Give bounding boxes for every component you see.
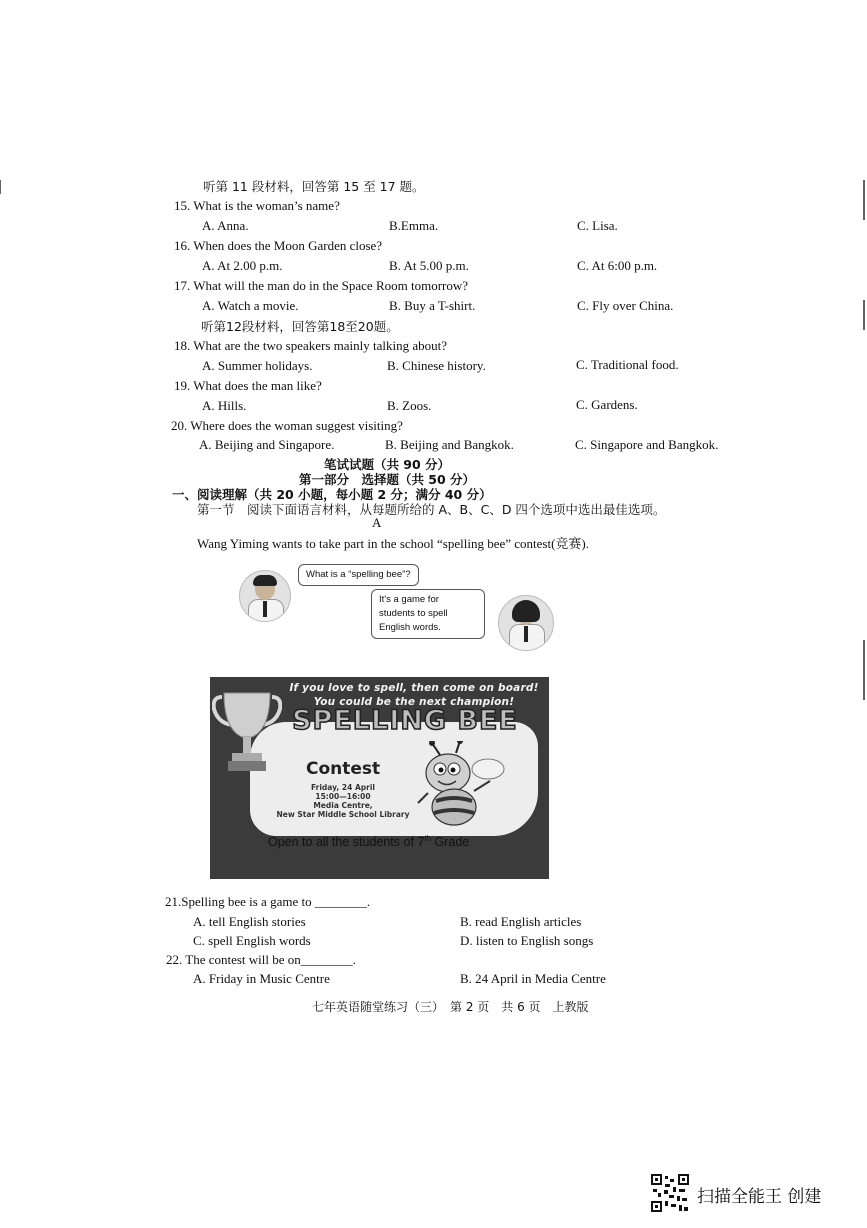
q22-stem: 22. The contest will be on________. bbox=[166, 952, 357, 967]
q19-option-c: C. Gardens. bbox=[576, 397, 638, 412]
poster-open-main: Open to all the students of 7 bbox=[268, 835, 425, 850]
q15-option-a: A. Anna. bbox=[202, 218, 249, 233]
poster-venue-1: Media Centre, bbox=[313, 801, 373, 810]
poster-time: 15:00—16:00 bbox=[315, 792, 371, 801]
q20-option-b: B. Beijing and Bangkok. bbox=[385, 437, 514, 452]
q18-option-c: C. Traditional food. bbox=[576, 357, 679, 372]
q21-option-a: A. tell English stories bbox=[193, 914, 306, 929]
q17-option-c: C. Fly over China. bbox=[577, 298, 674, 313]
listening-intro-12: 听第12段材料，回答第18至20题。 bbox=[201, 319, 399, 334]
q21-stem: 21.Spelling bee is a game to ________. bbox=[165, 894, 371, 909]
q22-option-a: A. Friday in Music Centre bbox=[193, 971, 330, 986]
q15-option-c: C. Lisa. bbox=[577, 218, 618, 233]
scan-edge-mark bbox=[863, 180, 865, 220]
passage-intro: Wang Yiming wants to take part in the school “spelling bee” contest(竞赛). bbox=[197, 536, 589, 551]
subsection1-heading: 第一节 阅读下面语言材料，从每题所给的 A、B、C、D 四个选项中选出最佳选项。 bbox=[197, 502, 666, 517]
q19-stem: 19. What does the man like? bbox=[174, 378, 322, 393]
q19-option-b: B. Zoos. bbox=[387, 398, 432, 413]
q18-option-a: A. Summer holidays. bbox=[202, 358, 313, 373]
poster-open-text bbox=[268, 834, 469, 849]
qr-code-icon bbox=[651, 1174, 689, 1212]
poster-tagline-1: If you love to spell, then come on board! bbox=[289, 682, 539, 694]
q20-option-a: A. Beijing and Singapore. bbox=[199, 437, 335, 452]
q22-option-b: B. 24 April in Media Centre bbox=[460, 971, 606, 986]
spelling-bee-poster bbox=[210, 677, 549, 879]
q16-option-a: A. At 2.00 p.m. bbox=[202, 258, 283, 273]
q17-stem: 17. What will the man do in the Space Room tomorrow? bbox=[174, 278, 469, 293]
q18-option-b: B. Chinese history. bbox=[387, 358, 486, 373]
scan-edge-mark bbox=[863, 300, 865, 330]
q16-option-c: C. At 6:00 p.m. bbox=[577, 258, 658, 273]
q19-option-a: A. Hills. bbox=[202, 398, 247, 413]
poster-open-end: Grade bbox=[431, 835, 470, 850]
poster-date: Friday, 24 April bbox=[311, 783, 375, 792]
poster-venue-2: New Star Middle School Library bbox=[276, 810, 410, 819]
q17-option-b: B. Buy a T-shirt. bbox=[389, 298, 476, 313]
part1-heading: 第一部分 选择题（共 50 分） bbox=[298, 472, 476, 487]
q20-stem: 20. Where does the woman suggest visiting? bbox=[171, 418, 403, 433]
page-footer: 七年英语随堂练习（三） 第 2 页 共 6 页 上教版 bbox=[312, 1000, 589, 1014]
boy-avatar bbox=[239, 570, 291, 622]
poster-subtitle: Contest bbox=[306, 759, 381, 779]
girl-avatar bbox=[498, 595, 554, 651]
passage-letter: A bbox=[372, 515, 382, 530]
poster-details bbox=[258, 783, 428, 819]
q17-option-a: A. Watch a movie. bbox=[202, 298, 299, 313]
listening-intro-11: 听第 11 段材料，回答第 15 至 17 题。 bbox=[203, 179, 425, 194]
scan-edge-mark bbox=[0, 180, 1, 194]
q18-stem: 18. What are the two speakers mainly talking about? bbox=[174, 338, 448, 353]
poster-tagline-2: You could be the next champion! bbox=[313, 696, 515, 708]
bee-mascot-icon bbox=[410, 741, 510, 831]
q16-option-b: B. At 5.00 p.m. bbox=[389, 258, 469, 273]
q20-option-c: C. Singapore and Bangkok. bbox=[575, 437, 719, 452]
q15-option-b: B.Emma. bbox=[389, 218, 439, 233]
written-heading: 笔试试题（共 90 分） bbox=[323, 457, 451, 472]
q21-option-c: C. spell English words bbox=[193, 933, 311, 948]
boy-speech-bubble: What is a “spelling bee”? bbox=[298, 564, 419, 586]
q21-option-d: D. listen to English songs bbox=[460, 933, 594, 948]
scan-edge-mark bbox=[863, 640, 865, 700]
scanner-watermark: 扫描全能王 创建 bbox=[697, 1187, 822, 1207]
section1-heading: 一、阅读理解（共 20 小题，每小题 2 分；满分 40 分） bbox=[172, 487, 492, 502]
q21-option-b: B. read English articles bbox=[460, 914, 582, 929]
poster-open-sup: th bbox=[424, 834, 432, 843]
poster-title: SPELLING BEE bbox=[292, 705, 518, 736]
girl-speech-bubble: It's a game for students to spell English words. bbox=[371, 589, 485, 639]
q15-stem: 15. What is the woman’s name? bbox=[174, 198, 340, 213]
q16-stem: 16. When does the Moon Garden close? bbox=[174, 238, 383, 253]
